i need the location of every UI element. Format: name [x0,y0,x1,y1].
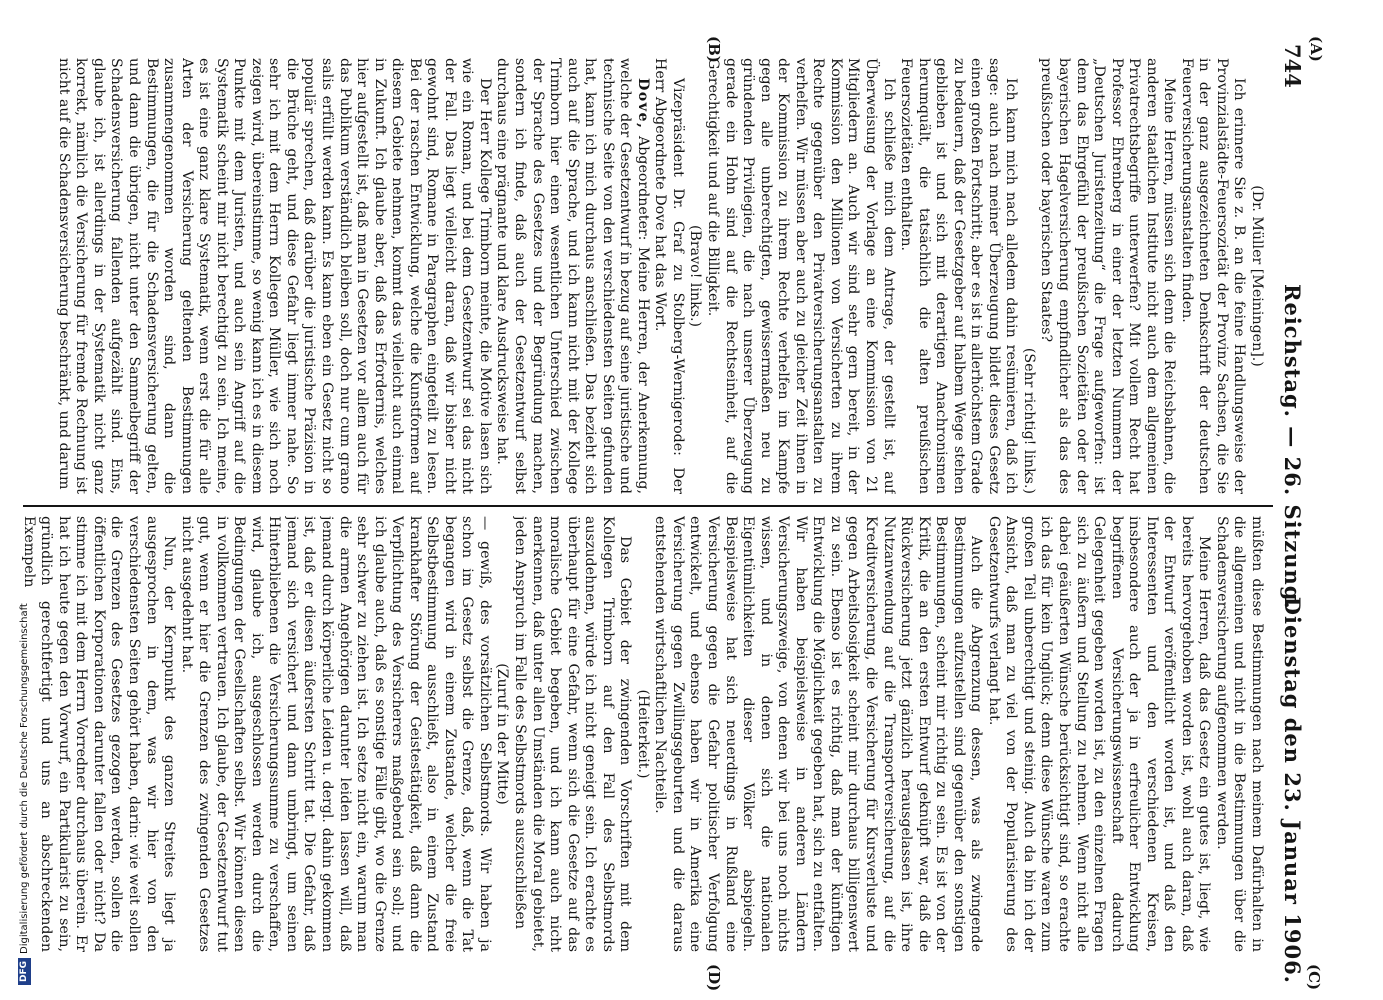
paragraph: Auch die Abgrenzung dessen, was als zwingende Bestimmungen aufzustellen sind gegenüber den sonstigen Bestimmungen, scheint mir richtig zu sein. Es ist von der Kritik, die an den ersten Entwurf geknüpft war, daß die Rückversicherung jetzt gänzlich herausgelassen ist, ihre Nutzanwendung auf die Transportversicherung, auf die Kreditversicherung, die Versicherung für Kursverluste und gegen Arbeitslosigkeit scheint mir durchaus billigenswert zu sein. Ebenso ist es richtig, daß man der künftigen Entwicklung die Möglichkeit gegeben hat, sich zu entfalten. Wir haben beispielsweise in anderen Ländern Versicherungszweige, von denen wir bei uns noch nichts wissen, und in denen sich die nationalen Eigentümlichkeiten dieser Völker abspiegeln. Beispielsweise hat sich neuerdings in Rußland eine Versicherung gegen die Gefahr politischer Verfolgung entwickelt, und ebenso haben wir in Amerika eine Versicherung gegen Zwillingsgeburten und die daraus entstehenden wirtschaftlichen Nachteile. [652,516,985,952]
reaction-note: (Zuruf in der Mitte) [494,663,511,805]
paragraph: müßten diese Bestimmungen nach meinem Dafürhalten in die allgemeinen und nicht in die Bestimmungen über die Schadensversicherung aufgenommen werden. [1213,516,1265,952]
paragraph: Nun, der Kernpunkt des ganzen Streites liegt ja ausgesprochen in dem, was wir hier von den verschiedensten Seiten gehört haben, darin: wie weit sollen die Grenzen des Gesetzes gezogen werden, sollen die öffentlichen Korporationen darunter fallen oder nicht? Da stimme ich mit dem Herrn Vorredner durchaus überein. Er hat ich heute gegen den Vorwurf, ein Partikularist zu sein, gründlich gerechtfertigt und uns an abschreckenden Exempeln [20,516,178,952]
speaker-reference: (Dr. Müller [Meiningen].) [1249,185,1265,367]
margin-marker-d: (D) [705,964,723,992]
paragraph [493,58,651,494]
paragraph: Ich kann mich nach alledem dahin resümieren, daß ich sage: auch nach meiner Überzeugung bildet dieses Gesetz einen großen Fortschritt; aber es ist in allerhöchstem Grade zu bedauern, daß der Gesetzgeber auf halbem Wege stehen geblieben ist und sich mit derartigen Anachronismen herumquält, die tatsächlich die alten preußischen Feuersozietäten enthalten. [898,58,1020,494]
paragraph: Ich erinnere Sie z. B. an die feine Handlungsweise der Provinzialstädte-Feuersozietät der Provinz Sachsen, die Sie in der ganz ausgezeichneten Denkschrift der deutschen Feuerversicherungsanstalten finden. [1178,58,1248,494]
page-number: 744 [1280,44,1305,88]
reaction-note: (Heiterkeit.) [634,689,651,779]
right-column [19,516,1265,952]
paragraph: Meine Herren, daß das Gesetz ein gutes ist, liegt, wie bereits hervorgehoben worden ist, wohl auch daran, daß der Entwurf veröffentlicht worden ist, und daß den Interessenten und den verschiedenen Kreisen, insbesondere auch der ja in erfreulicher Entwicklung begriffenen Versicherungswissenschaft dadurch Gelegenheit gegeben worden ist, zu den einzelnen Fragen sich zu äußern und Stellung zu nehmen. Wenn nicht alle dabei geäußerten Wünsche berücksichtigt sind, so erachte ich das für kein Unglück; denn diese Wünsche waren zum großen Teil unberechtigt und steinig. Auch da bin ich der Ansicht, daß man zu viel von der Popularisierung des Gesetzentwurfs verlangt hat. [985,516,1213,952]
reaction-note: (Bravo! links.) [687,224,704,328]
margin-marker-b: (B) [705,36,723,63]
paragraph: — gewiß, des vorsätzlichen Selbstmords. Wir haben ja schon im Gesetz selbst die Grenze, daß, wenn die Tat begangen wird in einem Zustande, welcher die freie Selbstbestimmung ausschließt, also in einem Zustand krankhafter Störung der Geistestätigkeit, daß dann die Verpflichtung des Versicherers maßgebend sein soll; und ich glaube auch, daß es sonstige Fälle gibt, wo die Grenze sehr schwer zu ziehen ist. Ich setze nicht ein, warum man die armen Angehörigen darunter leiden lassen will, daß jemand durch körperliche Leiden u. dergl. dahin gekommen ist, daß er diesen äußersten Schritt tat. Die Gefahr, daß jemand sich versichert und dann umbringt, um seinen Hinterbliebenen die Versicherungssumme zu verschaffen, wird, glaube ich, ausgeschlossen werden durch die Bedingungen der Gesellschaften selbst. Wir können diesen in vollkommen vertrauen. Ich glaube, der Gesetzentwurf tut gut, wenn er hier die Grenzen des zwingenden Gesetzes nicht ausgedehnt hat. [178,516,493,952]
funding-credit [14,0,36,985]
margin-marker-a: (A) [1307,36,1325,62]
column-divider [23,505,1273,507]
speech-text: Abgeordneter: Meine Herren, der Anerkennung, welche der Gesetzentwurf in bezug auf seine juristische und technische Seite von den verschiedensten Seiten gefunden hat, kann ich mich durchaus anschließen. Das bezieht sich auch auf die Sprache, und ich kann nicht mit der Kollege Trimborn hier einen wesentlichen Unterschied zwischen der Sprache des Gesetzes und der Begründung machen, sondern ich finde, daß auch der Gesetzentwurf selbst durchaus eine prägnante und klare Ausdrucksweise hat. [494,58,651,494]
header-date: Dienstag den 23. Januar 1906. [1280,596,1305,984]
header-title: Reichstag. — 26. Sitzung. [1280,284,1305,610]
paragraph: Meine Herren, müssen sich denn die Reichsbahnen, die anderen staatlichen Institute nicht auch dem allgemeinen Privatrechtsbegriffe unterwerfen? Mit vollem Recht hat Professor Ehrenberg in einer der letzten Nummern der „Deutschen Juristenzeitung“ die Frage aufgeworfen: ist denn das Ehrgefühl der preußischen Sozietäten oder der bayerischen Hagelversicherung empfindlicher als das des preußischen oder bayerischen Staates? [1038,58,1178,494]
paragraph: Der Herr Kollege Trimborn meinte, die Motive lasen sich wie ein Roman, und bei dem Gesetzentwurf sei das nicht der Fall. Das liegt vielleicht daran, daß wir bisher nicht gewohnt sind, Romane in Paragraphen eingeteilt zu lesen. Bei der raschen Entwicklung, welche die Kunstformen auf diesem Gebiete nehmen, kommt das vielleicht auch einmal in Zukunft. Ich glaube aber, daß das Erfordernis, welches hier aufgestellt ist, daß man in Gesetzen vor allem auch für das Publikum verständlich bleiben soll, doch nur cum grano salis erfüllt werden kann. Es kann eben ein Gesetz nicht so populär sprechen, daß darüber die juristische Präzision in die Brüche geht, und diese Gefahr liegt immer nahe. So sehr ich mit dem Herrn Kollegen Müller, wie sich noch zeigen wird, übereinstimme, so wenig kann ich es in diesem Punkte mit dem Juristen, und auch sein Angriff auf die Systematik scheint mir nicht berechtigt zu sein. Ich meine, es ist eine ganz klare Systematik, wenn erst die für alle Arten der Versicherung geltenden Bestimmungen zusammengenommen worden sind, dann die Bestimmungen, die für die Schadensversicherung gelten, und dann die übrigen, nicht unter den Sammelbegriff der Schadensversicherung fallenden aufgezählt sind. Eins, glaube ich, ist allerdings in der Systematik nicht ganz korrekt, nämlich die Versicherung für fremde Rechnung ist nicht auf die Schadensversicherung beschränkt, und darum [55,58,493,494]
speaker-name: Dove, [634,78,651,130]
reaction-note: (Sehr richtig! links.) [1020,347,1037,494]
page-header [1275,44,1305,984]
paragraph: Ich schließe mich dem Antrage, der gestellt ist, auf Überweisung der Vorlage an eine Kommission von 21 Mitgliedern an. Auch wir sind sehr gern bereit, in der Kommission den Millionen von Versicherten zu ihrem Rechte gegenüber den Privatversicherungsanstalten zu verhelfen. Wir müssen aber auch zu gleicher Zeit ihnen in der Kommission zu ihrem Rechte verhelfen im Kampfe gegen alle unberechtigten, gewissermaßen neu zu gründenden Privilegien, die nach unserer Überzeugung gerade ein Hohn sind auf die Rechtseinheit, auf die Gerechtigkeit und auf die Billigkeit. [705,58,897,494]
dfg-logo: DFG [18,958,31,985]
paragraph: Das Gebiet der zwingenden Vorschriften mit dem Kollegen Trimborn auf den Fall des Selbstmords auszudehnen, würde ich nicht geneigt sein. Ich erachte es überhaupt für eine Gefahr, wenn sich die Gesetze auf das moralische Gebiet begeben, und ich kann auch nicht anerkennen, daß unter allen Umständen die Moral gebietet, jeden Anspruch im Falle des Selbstmords auszuschließen [512,516,634,952]
margin-marker-c: (C) [1305,964,1323,991]
president-announcement: Vizepräsident Dr. Graf zu Stolberg-Wernigerode: Der Herr Abgeordnete Dove hat das Wort. [652,58,686,494]
funding-credit-text: Digitalisierung gefördert durch die Deutsche Forschungsgemeinschaft [19,603,30,954]
left-column [54,58,1265,494]
